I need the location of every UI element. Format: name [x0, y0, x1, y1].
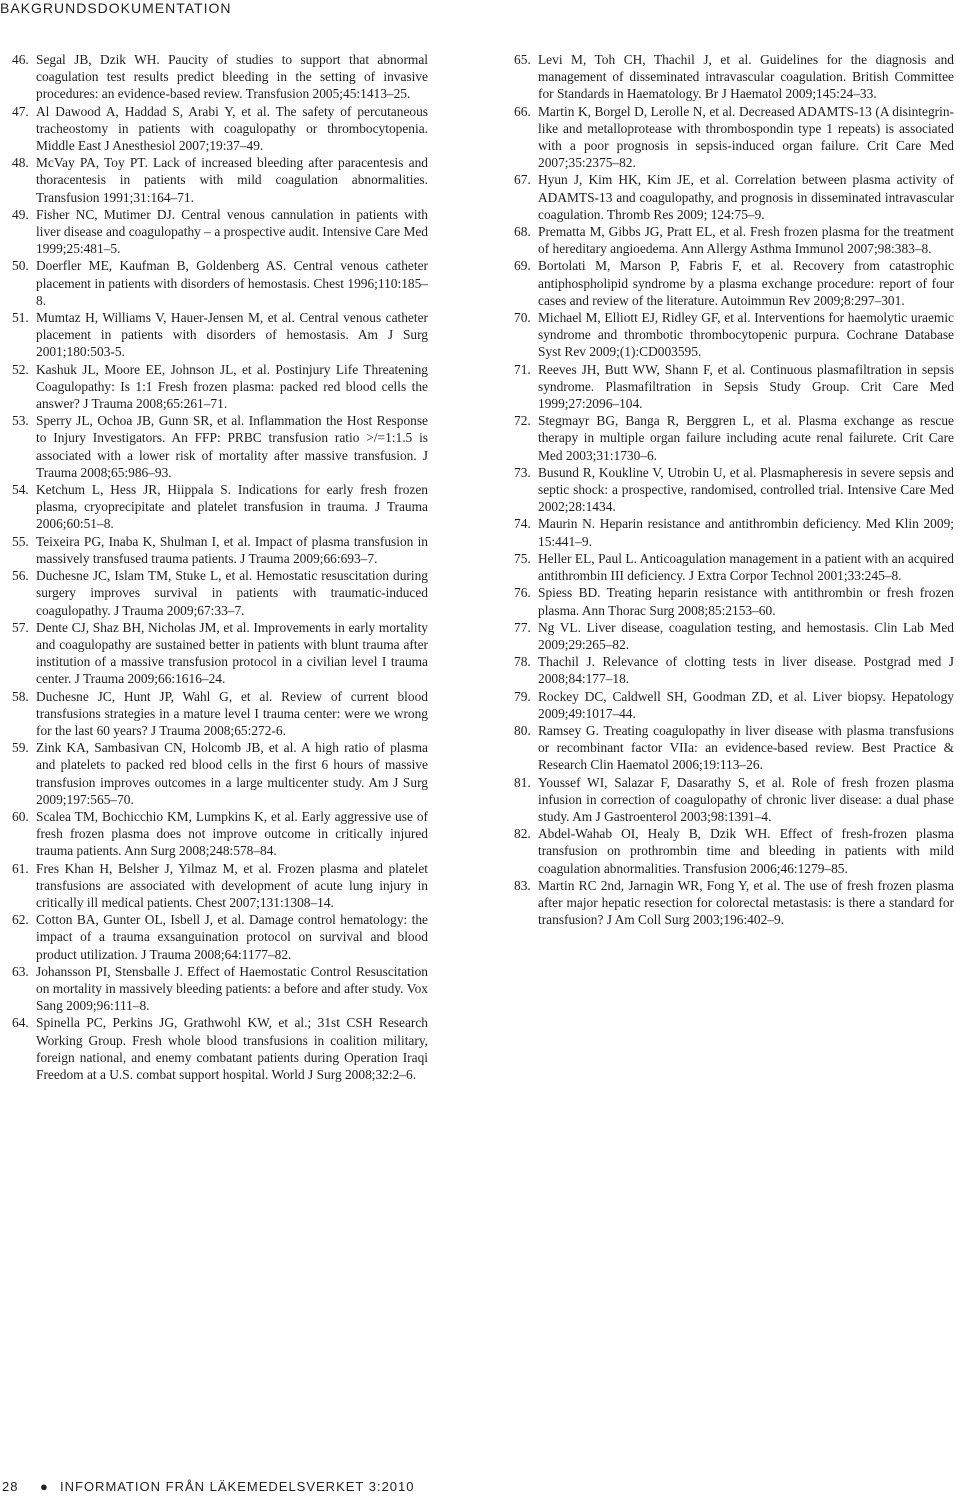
- reference-item: [514, 619, 954, 653]
- reference-number: 72.: [514, 413, 531, 429]
- reference-item: [12, 688, 428, 740]
- reference-number: 58.: [12, 688, 29, 704]
- reference-text: Spinella PC, Perkins JG, Grathwohl KW, et al.; 31st CSH Research Working Group. Fresh whole blood transfusions in coalition military, foreign national, and enemy combatant patients during Operation Iraqi Freedom at a U.S. combat support hospital. World J Surg 2008;32:2–6.: [36, 1015, 428, 1082]
- reference-text: Al Dawood A, Haddad S, Arabi Y, et al. The safety of percutaneous tracheostomy in patients with coagulopathy or thrombocytopenia. Middle East J Anesthesiol 2007;19:37–49.: [36, 103, 428, 154]
- reference-text: Youssef WI, Salazar F, Dasarathy S, et al. Role of fresh frozen plasma infusion in correction of coagulopathy of chronic liver disease: a dual phase study. Am J Gastroenterol 2003;98:1391–4.: [538, 774, 954, 824]
- reference-number: 52.: [12, 361, 29, 377]
- reference-item: [12, 1014, 428, 1083]
- reference-number: 79.: [514, 688, 531, 704]
- reference-number: 49.: [12, 206, 29, 222]
- reference-item: [12, 533, 428, 567]
- reference-number: 64.: [12, 1015, 29, 1031]
- reference-text: Ketchum L, Hess JR, Hiippala S. Indications for early fresh frozen plasma, cryoprecipitate and platelet transfusion in trauma. J Trauma 2006;60:51–8.: [36, 482, 428, 532]
- reference-item: [12, 412, 428, 481]
- reference-number: 55.: [12, 533, 29, 549]
- reference-text: Teixeira PG, Inaba K, Shulman I, et al. Impact of plasma transfusion in massively transfused trauma patients. J Trauma 2009;66:693–7.: [36, 533, 428, 566]
- reference-number: 81.: [514, 774, 531, 790]
- reference-text: Prematta M, Gibbs JG, Pratt EL, et al. Fresh frozen plasma for the treatment of hereditary angioedema. Ann Allergy Asthma Immunol 2007;98:383–8.: [538, 224, 954, 257]
- reference-text: McVay PA, Toy PT. Lack of increased bleeding after paracentesis and thoracentesis in patients with mild coagulation abnormalities. Transfusion 1991;31:164–71.: [36, 155, 428, 205]
- reference-item: [514, 361, 954, 413]
- reference-text: Hyun J, Kim HK, Kim JE, et al. Correlation between plasma activity of ADAMTS-13 and coagulopathy, and prognosis in disseminated intravascular coagulation. Thromb Res 2009; 124:75–9.: [538, 172, 954, 222]
- reference-item: [514, 412, 954, 464]
- reference-number: 70.: [514, 310, 531, 326]
- reference-item: [514, 223, 954, 257]
- reference-text: Stegmayr BG, Banga R, Berggren L, et al. Plasma exchange as rescue therapy in multiple organ failure including acute renal failurete. Crit Care Med 2003;31:1730–6.: [538, 413, 954, 463]
- reference-number: 78.: [514, 654, 531, 670]
- reference-item: [12, 808, 428, 860]
- reference-number: 56.: [12, 568, 29, 584]
- reference-text: Johansson PI, Stensballe J. Effect of Haemostatic Control Resuscitation on mortality in massively bleeding patients: a before and after study. Vox Sang 2009;96:111–8.: [36, 963, 428, 1014]
- reference-text: Fres Khan H, Belsher J, Yilmaz M, et al. Frozen plasma and platelet transfusions are associated with development of acute lung injury in critically ill medical patients. Chest 2007;131:1308–14.: [36, 860, 428, 910]
- section-header: BAKGRUNDSDOKUMENTATION: [0, 0, 232, 16]
- reference-number: 66.: [514, 103, 531, 119]
- reference-number: 73.: [514, 464, 531, 480]
- page-footer: [0, 1479, 960, 1497]
- reference-number: 46.: [12, 52, 29, 67]
- reference-item: [12, 103, 428, 155]
- reference-number: 61.: [12, 860, 29, 876]
- reference-item: [12, 154, 428, 206]
- reference-item: [12, 619, 428, 688]
- reference-number: 54.: [12, 482, 29, 498]
- reference-item: [514, 653, 954, 687]
- reference-text: Levi M, Toh CH, Thachil J, et al. Guidelines for the diagnosis and management of disseminated intravascular coagulation. British Committee for Standards in Haematology. Br J Haematol 2009;145:24–33.: [538, 52, 954, 102]
- reference-number: 77.: [514, 619, 531, 635]
- reference-text: Spiess BD. Treating heparin resistance with antithrombin or fresh frozen plasma. Ann Thorac Surg 2008;85:2153–60.: [538, 585, 954, 618]
- reference-text: Cotton BA, Gunter OL, Isbell J, et al. Damage control hematology: the impact of a trauma exsanguination protocol on survival and blood product utilization. J Trauma 2008;64:1177–82.: [36, 912, 428, 962]
- reference-number: 50.: [12, 258, 29, 274]
- reference-text: Ng VL. Liver disease, coagulation testing, and hemostasis. Clin Lab Med 2009;29:265–82.: [538, 619, 954, 652]
- reference-text: Fisher NC, Mutimer DJ. Central venous cannulation in patients with liver disease and coagulopathy – a prospective audit. Intensive Care Med 1999;25:481–5.: [36, 206, 428, 257]
- reference-number: 48.: [12, 155, 29, 171]
- reference-number: 80.: [514, 722, 531, 738]
- reference-text: Segal JB, Dzik WH. Paucity of studies to support that abnormal coagulation test results predict bleeding in the setting of invasive procedures: an evidence-based review. Transfusion 2005;45:1413–25.: [36, 52, 428, 102]
- reference-number: 67.: [514, 172, 531, 188]
- reference-text: Duchesne JC, Hunt JP, Wahl G, et al. Review of current blood transfusions strategies in a mature level I trauma center: were we wrong for the last 60 years? J Trauma 2008;65:272-6.: [36, 688, 428, 738]
- reference-text: Martin K, Borgel D, Lerolle N, et al. Decreased ADAMTS-13 (A disintegrin-like and metalloprotease with thrombospondin type 1 repeats) is associated with a poor prognosis in sepsis-induced organ failure. Crit Care Med 2007;35:2375–82.: [538, 103, 954, 171]
- reference-column-left: [12, 51, 428, 1083]
- reference-item: [12, 257, 428, 309]
- reference-item: [12, 739, 428, 808]
- reference-number: 59.: [12, 740, 29, 756]
- reference-item: [514, 51, 954, 103]
- reference-text: Zink KA, Sambasivan CN, Holcomb JB, et al. A high ratio of plasma and platelets to packed red blood cells in the first 6 hours of massive transfusion improves outcomes in a large multicenter study. Am J Surg 2009;197:565–70.: [36, 740, 428, 807]
- reference-text: Kashuk JL, Moore EE, Johnson JL, et al. Postinjury Life Threatening Coagulopathy: Is 1:1 Fresh frozen plasma: packed red blood cells the answer? J Trauma 2008;65:261–71.: [36, 361, 428, 412]
- reference-text: Thachil J. Relevance of clotting tests in liver disease. Postgrad med J 2008;84:177–18.: [538, 654, 954, 687]
- reference-text: Reeves JH, Butt WW, Shann F, et al. Continuous plasmafiltration in sepsis syndrome. Plasmafiltration in Sepsis Study Group. Crit Care Med 1999;27:2096–104.: [538, 361, 954, 412]
- reference-item: [12, 911, 428, 963]
- reference-text: Ramsey G. Treating coagulopathy in liver disease with plasma transfusions or recombinant factor VIIa: an evidence-based review. Best Practice & Research Clin Haematol 2006;19:113–26.: [538, 722, 954, 773]
- reference-text: Abdel-Wahab OI, Healy B, Dzik WH. Effect of fresh-frozen plasma transfusion on prothrombin time and bleeding in patients with mild coagulation abnormalities. Transfusion 2006;46:1279–85.: [538, 826, 954, 876]
- reference-number: 74.: [514, 516, 531, 532]
- reference-item: [514, 171, 954, 223]
- reference-item: [12, 51, 428, 103]
- reference-item: [514, 877, 954, 929]
- reference-item: [514, 103, 954, 172]
- reference-text: Doerfler ME, Kaufman B, Goldenberg AS. Central venous catheter placement in patients with disorders of hemostasis. Chest 1996;110:185–8.: [36, 258, 428, 308]
- reference-text: Busund R, Koukline V, Utrobin U, et al. Plasmapheresis in severe sepsis and septic shock: a prospective, randomised, controlled trial. Intensive Care Med 2002;28:1434.: [538, 464, 954, 515]
- reference-item: [514, 309, 954, 361]
- reference-item: [514, 722, 954, 774]
- page-number: 28: [2, 1479, 19, 1494]
- reference-number: 57.: [12, 619, 29, 635]
- reference-item: [12, 206, 428, 258]
- reference-column-right: [514, 51, 954, 928]
- reference-item: [12, 361, 428, 413]
- reference-number: 83.: [514, 877, 531, 893]
- reference-number: 62.: [12, 912, 29, 928]
- reference-item: [12, 567, 428, 619]
- reference-text: Mumtaz H, Williams V, Hauer-Jensen M, et al. Central venous catheter placement in patients with disorders of hemostasis. Am J Surg 2001;180:503-5.: [36, 310, 428, 360]
- reference-number: 53.: [12, 413, 29, 429]
- reference-number: 65.: [514, 52, 531, 67]
- reference-number: 47.: [12, 103, 29, 119]
- bullet-dot-icon: ●: [40, 1479, 49, 1494]
- reference-text: Michael M, Elliott EJ, Ridley GF, et al. Interventions for haemolytic uraemic syndrome and thrombotic thrombocytopenic purpura. Cochrane Database Syst Rev 2009;(1):CD003595.: [538, 310, 954, 360]
- reference-text: Duchesne JC, Islam TM, Stuke L, et al. Hemostatic resuscitation during surgery improves survival in patients with traumatic-induced coagulopathy. J Trauma 2009;67:33–7.: [36, 568, 428, 618]
- reference-number: 68.: [514, 224, 531, 240]
- reference-text: Bortolati M, Marson P, Fabris F, et al. Recovery from catastrophic antiphospholipid syndrome by a plasma exchange procedure: report of four cases and review of the literature. Autoimmun Rev 2009;8:297–301.: [538, 258, 954, 308]
- reference-text: Dente CJ, Shaz BH, Nicholas JM, et al. Improvements in early mortality and coagulopathy are sustained better in patients with blunt trauma after institution of a massive transfusion protocol in a civilian level I trauma center. J Trauma 2009;66:1616–24.: [36, 619, 428, 687]
- reference-item: [514, 464, 954, 516]
- reference-item: [514, 550, 954, 584]
- reference-text: Heller EL, Paul L. Anticoagulation management in a patient with an acquired antithrombin III deficiency. J Extra Corpor Technol 2001;33:245–8.: [538, 550, 954, 584]
- reference-text: Sperry JL, Ochoa JB, Gunn SR, et al. Inflammation the Host Response to Injury Investigators. An FFP: PRBC transfusion ratio >/=1:1.5 is associated with a lower risk of mortality after massive transfusion. J Trauma 2008;65:986–93.: [36, 413, 428, 480]
- reference-number: 63.: [12, 963, 29, 979]
- reference-item: [12, 963, 428, 1015]
- reference-item: [514, 688, 954, 722]
- reference-number: 76.: [514, 585, 531, 601]
- reference-number: 75.: [514, 550, 531, 566]
- reference-text: Scalea TM, Bochicchio KM, Lumpkins K, et al. Early aggressive use of fresh frozen plasma does not improve outcome in critically injured trauma patients. Ann Surg 2008;248:578–84.: [36, 808, 428, 859]
- reference-item: [12, 309, 428, 361]
- reference-number: 69.: [514, 258, 531, 274]
- reference-item: [514, 825, 954, 877]
- reference-item: [514, 584, 954, 618]
- reference-number: 60.: [12, 808, 29, 824]
- reference-number: 82.: [514, 826, 531, 842]
- reference-item: [514, 774, 954, 826]
- reference-text: Martin RC 2nd, Jarnagin WR, Fong Y, et al. The use of fresh frozen plasma after major hepatic resection for colorectal metastasis: is there a standard for transfusion? J Am Coll Surg 2003;196:402–9.: [538, 877, 954, 928]
- reference-text: Rockey DC, Caldwell SH, Goodman ZD, et al. Liver biopsy. Hepatology 2009;49:1017–44.: [538, 688, 954, 721]
- reference-item: [12, 860, 428, 912]
- reference-number: 51.: [12, 310, 29, 326]
- reference-item: [12, 481, 428, 533]
- publication-name: INFORMATION FRÅN LÄKEMEDELSVERKET 3:2010: [60, 1479, 415, 1494]
- reference-text: Maurin N. Heparin resistance and antithrombin deficiency. Med Klin 2009; 15:441–9.: [538, 516, 954, 549]
- reference-item: [514, 515, 954, 549]
- reference-item: [514, 257, 954, 309]
- reference-number: 71.: [514, 361, 531, 377]
